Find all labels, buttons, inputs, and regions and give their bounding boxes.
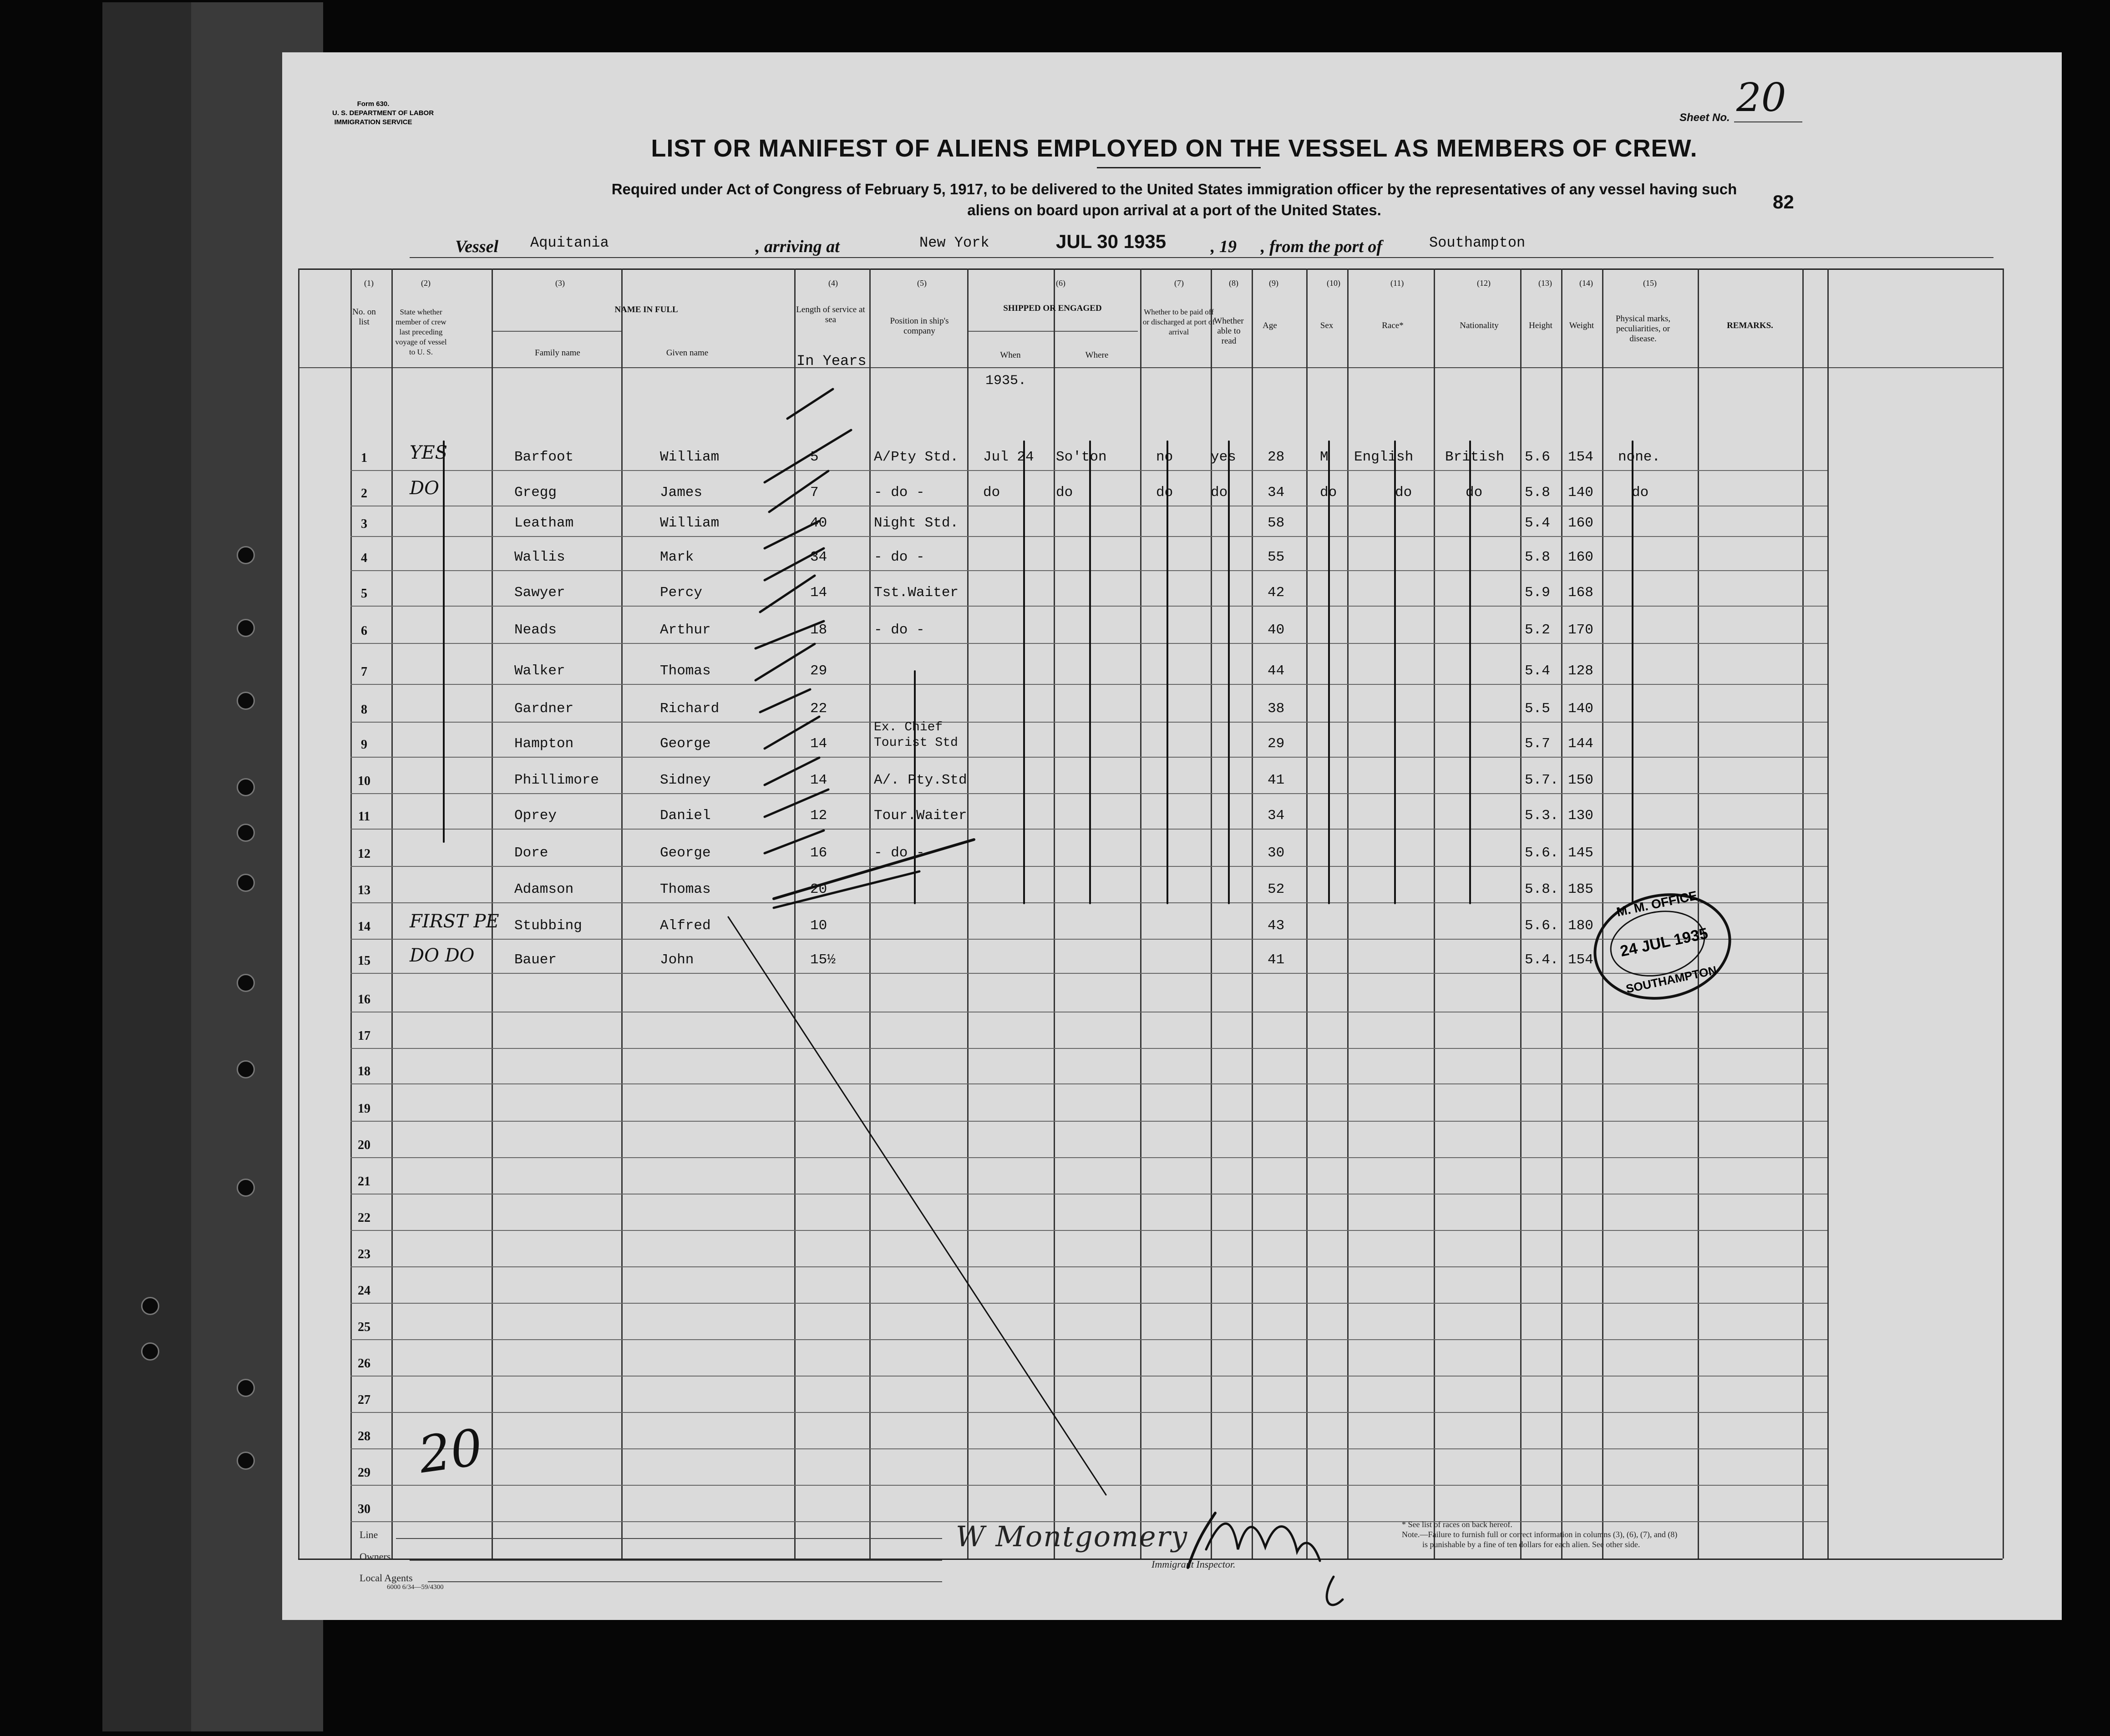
age: 52 bbox=[1268, 881, 1285, 897]
family-name: Stubbing bbox=[514, 918, 582, 934]
ship-position: Night Std. bbox=[874, 515, 959, 531]
weight: 154 bbox=[1568, 952, 1593, 968]
header-age: Age bbox=[1263, 321, 1277, 330]
row-number: 25 bbox=[358, 1320, 370, 1334]
row-number: 26 bbox=[358, 1356, 370, 1371]
header-name-in-full: NAME IN FULL bbox=[614, 305, 678, 314]
stamp-date: 24 JUL 1935 bbox=[1618, 925, 1709, 960]
row-number: 28 bbox=[358, 1429, 370, 1443]
vessel-label: Vessel bbox=[455, 237, 498, 256]
ship-position: Ex. Chief Tourist Std bbox=[874, 720, 958, 750]
age: 40 bbox=[1268, 622, 1285, 638]
footer-note-penalty: Note.—Failure to furnish full or correct information in columns (3), (6), (7), and (8) bbox=[1402, 1530, 1678, 1539]
ship-position: - do - bbox=[874, 485, 925, 501]
age: 34 bbox=[1268, 485, 1285, 501]
column-number: (2) bbox=[421, 278, 431, 288]
row-number: 24 bbox=[358, 1284, 370, 1298]
height: 5.6. bbox=[1525, 918, 1559, 934]
given-name: William bbox=[660, 515, 720, 531]
handwritten-marks bbox=[282, 52, 2062, 1620]
prev-voyage-answer: FIRST PE bbox=[410, 911, 499, 932]
age: 41 bbox=[1268, 772, 1285, 788]
row-number: 22 bbox=[358, 1211, 370, 1225]
age: 38 bbox=[1268, 701, 1285, 717]
column-number: (12) bbox=[1477, 278, 1491, 288]
ship-position: Tour.Waiter bbox=[874, 808, 967, 824]
given-name: Percy bbox=[660, 585, 703, 601]
header-when: When bbox=[1000, 350, 1021, 360]
footer-owners-rule bbox=[410, 1560, 942, 1561]
footer-line-rule bbox=[396, 1538, 942, 1539]
sheet-label: Sheet No. bbox=[1679, 111, 1730, 124]
stamp-bottom-text: SOUTHAMPTON bbox=[1624, 963, 1718, 996]
family-name: Phillimore bbox=[514, 772, 599, 788]
binder-hole bbox=[237, 546, 255, 564]
from-port-label: , from the port of bbox=[1261, 237, 1383, 256]
stamp-top-text: M. M. OFFICE bbox=[1615, 888, 1699, 919]
inspector-label: Immigrant Inspector. bbox=[1151, 1559, 1236, 1570]
service-years: 20 bbox=[810, 881, 827, 897]
height: 5.3. bbox=[1525, 808, 1559, 824]
header-family-name: Family name bbox=[535, 348, 580, 358]
given-name: George bbox=[660, 845, 711, 861]
footer-agents-label: Local Agents bbox=[360, 1572, 413, 1584]
header-physical: Physical marks, peculiarities, or disease. bbox=[1615, 314, 1671, 344]
column-number: (13) bbox=[1538, 278, 1552, 288]
sex: do bbox=[1320, 485, 1337, 501]
service-years: 18 bbox=[810, 622, 827, 638]
height: 5.6 bbox=[1525, 449, 1550, 465]
able-to-read: do bbox=[1211, 485, 1228, 501]
given-name: William bbox=[660, 449, 720, 465]
binder-hole bbox=[237, 1452, 255, 1470]
row-number: 6 bbox=[361, 624, 367, 638]
service-years: 7 bbox=[810, 485, 819, 501]
tick-stroke-13 bbox=[765, 830, 824, 853]
inspector-signature: W Montgomery bbox=[956, 1520, 1188, 1553]
manifest-page bbox=[282, 52, 2062, 1620]
height: 5.8 bbox=[1525, 549, 1550, 565]
paid-off: do bbox=[1156, 485, 1173, 501]
binder-hole bbox=[237, 974, 255, 992]
row-number: 5 bbox=[361, 587, 367, 601]
given-name: Mark bbox=[660, 549, 694, 565]
subtitle-line-2: aliens on board upon arrival at a port of the United States. bbox=[967, 202, 1381, 218]
height: 5.4 bbox=[1525, 515, 1550, 531]
shipped-where: do bbox=[1056, 485, 1073, 501]
header-in-years: In Years bbox=[796, 353, 867, 369]
arrival-port: New York bbox=[919, 234, 989, 251]
ship-position: A/Pty Std. bbox=[874, 449, 959, 465]
service-years: 12 bbox=[810, 808, 827, 824]
binder-hole bbox=[237, 1179, 255, 1197]
family-name: Barfoot bbox=[514, 449, 574, 465]
row-number: 23 bbox=[358, 1247, 370, 1261]
row-number: 29 bbox=[358, 1466, 370, 1480]
family-name: Bauer bbox=[514, 952, 557, 968]
age: 30 bbox=[1268, 845, 1285, 861]
header-height: Height bbox=[1529, 321, 1552, 330]
family-name: Leatham bbox=[514, 515, 574, 531]
age: 43 bbox=[1268, 918, 1285, 934]
service-years: 16 bbox=[810, 845, 827, 861]
ship-position: - do - bbox=[874, 845, 925, 861]
weight: 168 bbox=[1568, 585, 1593, 601]
family-name: Gregg bbox=[514, 485, 557, 501]
physical-marks: none. bbox=[1618, 449, 1661, 465]
shipped-year: 1935. bbox=[985, 373, 1027, 389]
family-name: Dore bbox=[514, 845, 548, 861]
weight: 130 bbox=[1568, 808, 1593, 824]
given-name: Sidney bbox=[660, 772, 711, 788]
row-number: 14 bbox=[358, 920, 370, 934]
footer-note-races: * See list of races on back hereof. bbox=[1402, 1520, 1512, 1529]
row-number: 9 bbox=[361, 738, 367, 752]
age: 28 bbox=[1268, 449, 1285, 465]
service-years: 15½ bbox=[810, 952, 836, 968]
binder-hole bbox=[237, 619, 255, 637]
age: 58 bbox=[1268, 515, 1285, 531]
footer-agents-rule bbox=[428, 1581, 942, 1582]
tick-stroke-9 bbox=[760, 689, 810, 712]
header-remarks: REMARKS. bbox=[1727, 321, 1773, 330]
row-number: 12 bbox=[358, 847, 370, 861]
binder-hole bbox=[237, 692, 255, 710]
height: 5.7. bbox=[1525, 772, 1559, 788]
family-name: Neads bbox=[514, 622, 557, 638]
age: 41 bbox=[1268, 952, 1285, 968]
column-number: (10) bbox=[1327, 278, 1340, 288]
prev-voyage-answer: DO DO bbox=[410, 945, 475, 966]
height: 5.8 bbox=[1525, 485, 1550, 501]
given-name: Thomas bbox=[660, 881, 711, 897]
nationality: do bbox=[1466, 485, 1483, 501]
tick-stroke-8 bbox=[756, 644, 815, 680]
footer-note-penalty-2: is punishable by a fine of ten dollars for each alien. See other side. bbox=[1422, 1540, 1640, 1549]
row-number: 13 bbox=[358, 883, 370, 897]
weight: 160 bbox=[1568, 549, 1593, 565]
column-number: (14) bbox=[1579, 278, 1593, 288]
shipped-when: Jul 24 bbox=[983, 449, 1034, 465]
header-given-name: Given name bbox=[666, 348, 709, 358]
signature-tail bbox=[1327, 1577, 1343, 1605]
header-nationality: Nationality bbox=[1460, 321, 1499, 330]
weight: 140 bbox=[1568, 701, 1593, 717]
year-label: , 19 bbox=[1211, 237, 1237, 256]
service-years: 40 bbox=[810, 515, 827, 531]
age: 29 bbox=[1268, 736, 1285, 752]
given-name: Thomas bbox=[660, 663, 711, 679]
binder-hole bbox=[141, 1297, 159, 1315]
row-number: 21 bbox=[358, 1174, 370, 1189]
column-number: (6) bbox=[1056, 278, 1065, 288]
age: 42 bbox=[1268, 585, 1285, 601]
given-name: John bbox=[660, 952, 694, 968]
binder-hole bbox=[237, 1060, 255, 1078]
tick-stroke-14 bbox=[774, 840, 974, 899]
from-port: Southampton bbox=[1429, 234, 1526, 251]
height: 5.8. bbox=[1525, 881, 1559, 897]
binder-hole bbox=[237, 874, 255, 892]
height: 5.2 bbox=[1525, 622, 1550, 638]
binder-hole bbox=[237, 778, 255, 796]
ship-position: Tst.Waiter bbox=[874, 585, 959, 601]
shipped-where: So'ton bbox=[1056, 449, 1107, 465]
row-number: 7 bbox=[361, 665, 367, 679]
family-name: Wallis bbox=[514, 549, 565, 565]
service-years: 14 bbox=[810, 736, 827, 752]
prev-voyage-answer: DO bbox=[410, 478, 439, 499]
service-years: 10 bbox=[810, 918, 827, 934]
age: 44 bbox=[1268, 663, 1285, 679]
weight: 150 bbox=[1568, 772, 1593, 788]
height: 5.4 bbox=[1525, 663, 1550, 679]
row-number: 17 bbox=[358, 1029, 370, 1043]
tick-stroke-1 bbox=[787, 389, 833, 419]
ship-position: A/. Pty.Std bbox=[874, 772, 967, 788]
row-number: 4 bbox=[361, 551, 367, 565]
footer-print-code: 6000 6/34—59/4300 bbox=[387, 1584, 444, 1591]
height: 5.9 bbox=[1525, 585, 1550, 601]
row-number: 19 bbox=[358, 1102, 370, 1116]
header-position: Position in ship's company bbox=[890, 316, 949, 336]
tick-stroke-10 bbox=[765, 717, 819, 749]
paid-off: no bbox=[1156, 449, 1173, 465]
column-number: (3) bbox=[555, 278, 565, 288]
column-number: (8) bbox=[1229, 278, 1238, 288]
column-number: (7) bbox=[1174, 278, 1184, 288]
arrival-date-stamp: JUL 30 1935 bbox=[1056, 231, 1167, 252]
weight: 180 bbox=[1568, 918, 1593, 934]
able-to-read: yes bbox=[1211, 449, 1236, 465]
sex: M bbox=[1320, 449, 1329, 465]
service-line: IMMIGRATION SERVICE bbox=[334, 118, 412, 126]
header-shipped-engaged: SHIPPED OR ENGAGED bbox=[1003, 304, 1102, 313]
page-number: 82 bbox=[1773, 191, 1794, 213]
row-number: 3 bbox=[361, 517, 367, 531]
header-no-on-list: No. on list bbox=[352, 307, 376, 327]
race: English bbox=[1354, 449, 1414, 465]
weight: 145 bbox=[1568, 845, 1593, 861]
service-years: 22 bbox=[810, 701, 827, 717]
row-number: 30 bbox=[358, 1502, 370, 1516]
arriving-label: , arriving at bbox=[756, 237, 840, 256]
weight: 140 bbox=[1568, 485, 1593, 501]
row-number: 10 bbox=[358, 774, 370, 788]
department-line: U. S. DEPARTMENT OF LABOR bbox=[332, 109, 434, 117]
family-name: Hampton bbox=[514, 736, 574, 752]
family-name: Oprey bbox=[514, 808, 557, 824]
header-able-read: Whether able to read bbox=[1214, 316, 1244, 346]
weight: 128 bbox=[1568, 663, 1593, 679]
tick-stroke-3 bbox=[769, 471, 828, 512]
age: 34 bbox=[1268, 808, 1285, 824]
binder-hole bbox=[237, 824, 255, 842]
race: do bbox=[1395, 485, 1412, 501]
column-number: (4) bbox=[828, 278, 838, 288]
given-name: Arthur bbox=[660, 622, 711, 638]
service-years: 14 bbox=[810, 585, 827, 601]
row-number: 11 bbox=[358, 810, 370, 824]
age: 55 bbox=[1268, 549, 1285, 565]
column-number: (15) bbox=[1643, 278, 1657, 288]
height: 5.6. bbox=[1525, 845, 1559, 861]
ship-position: - do - bbox=[874, 622, 925, 638]
weight: 160 bbox=[1568, 515, 1593, 531]
column-number: (1) bbox=[364, 278, 374, 288]
vessel-name: Aquitania bbox=[530, 234, 609, 251]
given-name: Daniel bbox=[660, 808, 711, 824]
row-number: 8 bbox=[361, 703, 367, 717]
header-sex: Sex bbox=[1320, 321, 1334, 330]
header-state-whether: State whether member of crew last preceding voyage of vessel to U. S. bbox=[395, 308, 447, 356]
tick-stroke-11 bbox=[765, 758, 819, 785]
header-length-service: Length of service at sea bbox=[796, 305, 865, 324]
column-number: (9) bbox=[1269, 278, 1278, 288]
ship-position: - do - bbox=[874, 549, 925, 565]
weight: 144 bbox=[1568, 736, 1593, 752]
page-title: LIST OR MANIFEST OF ALIENS EMPLOYED ON THE VESSEL AS MEMBERS OF CREW. bbox=[651, 135, 1698, 162]
footer-owners-label: Owners bbox=[360, 1551, 391, 1562]
tick-stroke-2 bbox=[765, 430, 851, 482]
weight: 170 bbox=[1568, 622, 1593, 638]
column-number: (5) bbox=[917, 278, 927, 288]
weight: 185 bbox=[1568, 881, 1593, 897]
height: 5.4. bbox=[1525, 952, 1559, 968]
service-years: 14 bbox=[810, 772, 827, 788]
cancel-diagonal-line bbox=[728, 917, 1106, 1495]
signature-loops bbox=[1206, 1523, 1320, 1561]
header-race: Race* bbox=[1382, 321, 1404, 330]
sheet-number: 20 bbox=[1736, 75, 1786, 121]
column-number: (11) bbox=[1390, 278, 1404, 288]
service-years: 5 bbox=[810, 449, 819, 465]
service-years: 29 bbox=[810, 663, 827, 679]
row-number: 2 bbox=[361, 486, 367, 501]
header-where: Where bbox=[1085, 350, 1109, 360]
handwritten-total: 20 bbox=[415, 1417, 487, 1485]
family-name: Adamson bbox=[514, 881, 574, 897]
header-weight: Weight bbox=[1569, 321, 1594, 330]
row-number: 15 bbox=[358, 954, 370, 968]
row-number: 18 bbox=[358, 1064, 370, 1078]
family-name: Gardner bbox=[514, 701, 574, 717]
family-name: Sawyer bbox=[514, 585, 565, 601]
height: 5.5 bbox=[1525, 701, 1550, 717]
given-name: Alfred bbox=[660, 918, 711, 934]
row-number: 16 bbox=[358, 992, 370, 1007]
shipped-when: do bbox=[983, 485, 1000, 501]
row-number: 27 bbox=[358, 1393, 370, 1407]
tick-stroke-12 bbox=[765, 790, 828, 817]
physical-marks: do bbox=[1632, 485, 1649, 501]
form-number: Form 630. bbox=[357, 100, 390, 108]
given-name: James bbox=[660, 485, 703, 501]
service-years: 34 bbox=[810, 549, 827, 565]
given-name: Richard bbox=[660, 701, 720, 717]
tick-stroke-6 bbox=[760, 576, 815, 612]
binder-hole bbox=[237, 1379, 255, 1397]
footer-line-label: Line bbox=[360, 1529, 378, 1540]
family-name: Walker bbox=[514, 663, 565, 679]
weight: 154 bbox=[1568, 449, 1593, 465]
given-name: George bbox=[660, 736, 711, 752]
nationality: British bbox=[1445, 449, 1505, 465]
row-number: 20 bbox=[358, 1138, 370, 1152]
prev-voyage-answer: YES bbox=[410, 442, 448, 463]
binder-hole bbox=[141, 1342, 159, 1361]
row-number: 1 bbox=[361, 451, 367, 465]
tick-stroke-4 bbox=[765, 521, 819, 548]
subtitle-line-1: Required under Act of Congress of February 5, 1917, to be delivered to the United States immigration officer by the representatives of any vessel having such bbox=[611, 181, 1737, 197]
height: 5.7 bbox=[1525, 736, 1550, 752]
header-paid-off: Whether to be paid off or discharged at port of arrival bbox=[1142, 308, 1215, 336]
